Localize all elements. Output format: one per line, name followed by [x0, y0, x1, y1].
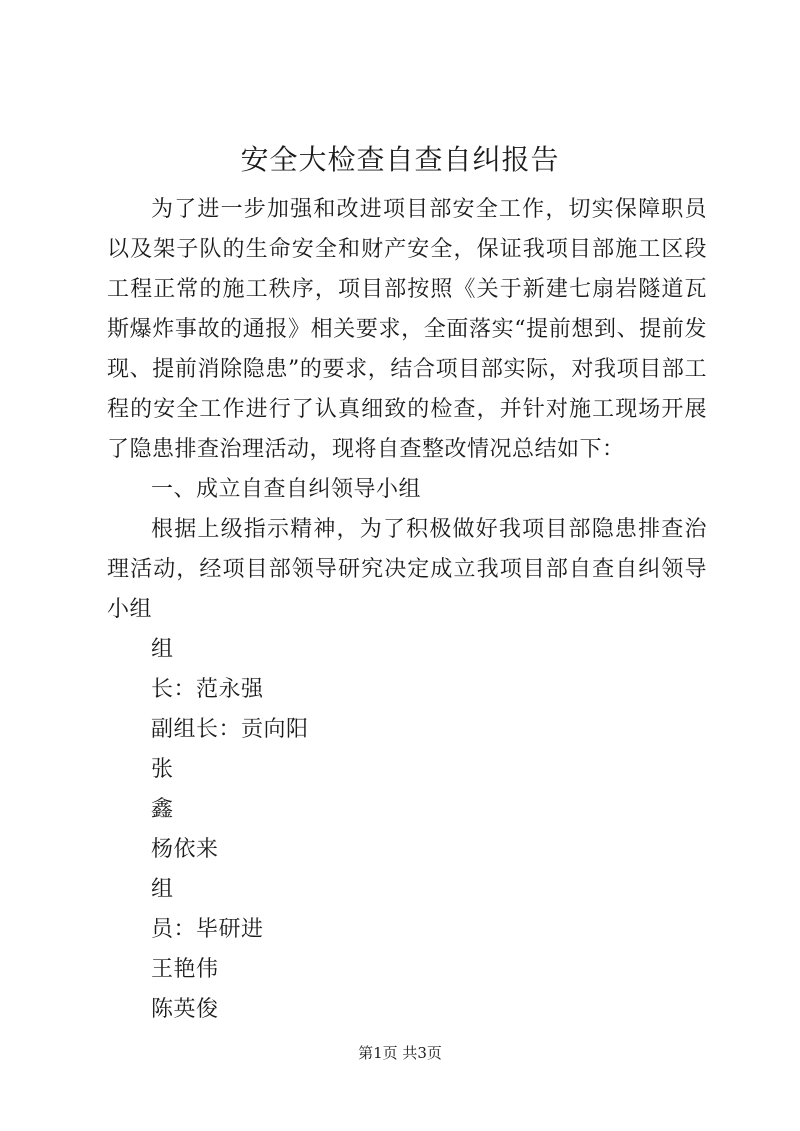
document-body	[107, 190, 707, 1030]
member-line: 张	[151, 757, 174, 782]
member-line: 组	[151, 877, 174, 902]
member-line: 鑫	[151, 797, 174, 822]
group-paragraph: 根据上级指示精神，为了积极做好我项目部隐患排查治理活动，经项目部领导研究决定成立我项目部自查自纠领导小组	[107, 517, 707, 622]
member-line: 王艳伟	[151, 957, 219, 982]
page-footer: 第1页 共3页	[358, 1044, 442, 1062]
member-line: 员：毕研进	[151, 917, 264, 942]
intro-paragraph: 为了进一步加强和改进项目部安全工作，切实保障职员以及架子队的生命安全和财产安全，保证我项目部施工区段工程正常的施工秩序，项目部按照《关于新建七扇岩隧道瓦斯爆炸事故的通报》相关要求，全面落实“提前想到、提前发现、提前消除隐患”的要求，结合项目部实际，对我项目部工程的安全工作进行了认真细致的检查，并针对施工现场开展了隐患排查治理活动，现将自查整改情况总结如下：	[107, 197, 707, 462]
member-line: 陈英俊	[151, 997, 219, 1022]
member-line: 长：范永强	[151, 677, 264, 702]
section-heading: 一、成立自查自纠领导小组	[151, 477, 422, 502]
member-line: 杨依来	[151, 837, 219, 862]
document-title: 安全大检查自查自纠报告	[240, 143, 560, 176]
member-line: 组	[151, 637, 174, 662]
member-line: 副组长：贡向阳	[151, 717, 309, 742]
